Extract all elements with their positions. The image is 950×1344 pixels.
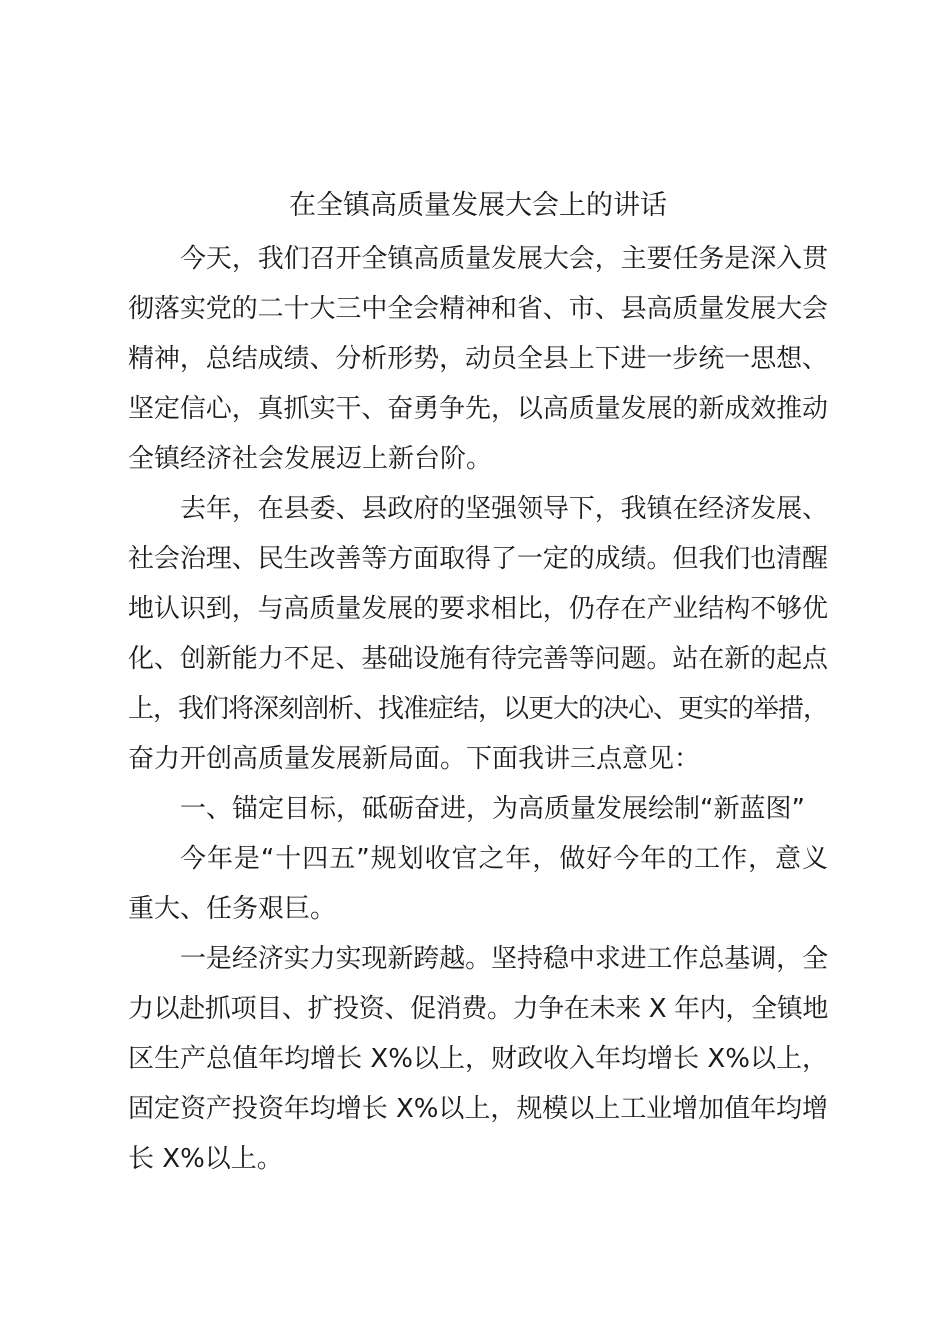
paragraph-line: 一是经济实力实现新跨越。坚持稳中求进工作总基调，全 [180, 944, 828, 974]
paragraph-line: 社会治理、民生改善等方面取得了一定的成绩。但我们也清醒 [128, 544, 828, 574]
section-heading-1 [128, 784, 828, 834]
paragraph-this-year [128, 834, 828, 934]
paragraph-line: 坚定信心，真抓实干、奋勇争先，以高质量发展的新成效推动 [128, 394, 828, 424]
paragraph-line: 今年是“十四五”规划收官之年，做好今年的工作，意义 [180, 844, 828, 874]
paragraph-line: 去年，在县委、县政府的坚强领导下，我镇在经济发展、 [180, 494, 828, 524]
paragraph-line: 重大、任务艰巨。 [128, 894, 337, 924]
paragraph-line: 彻落实党的二十大三中全会精神和省、市、县高质量发展大会 [128, 294, 828, 324]
section-heading-line: 一、锚定目标，砥砺奋进，为高质量发展绘制“新蓝图” [180, 794, 805, 824]
paragraph-last-year [128, 484, 828, 784]
paragraph-opening [128, 234, 828, 484]
paragraph-line: 精神，总结成绩、分析形势，动员全县上下进一步统一思想、 [128, 344, 828, 374]
paragraph-line: 固定资产投资年均增长 X%以上，规模以上工业增加值年均增 [128, 1094, 828, 1124]
paragraph-line: 今天，我们召开全镇高质量发展大会，主要任务是深入贯 [180, 244, 828, 274]
paragraph-line: 上，我们将深刻剖析、找准症结，以更大的决心、更实的举措， [128, 694, 828, 724]
paragraph-line: 化、创新能力不足、基础设施有待完善等问题。站在新的起点 [128, 644, 828, 674]
paragraph-economy [128, 934, 828, 1184]
paragraph-line: 力以赴抓项目、扩投资、促消费。力争在未来 X 年内，全镇地 [128, 994, 828, 1024]
paragraph-line: 长 X%以上。 [128, 1144, 283, 1174]
document-page [128, 184, 828, 1184]
document-title: 在全镇高质量发展大会上的讲话 [289, 190, 667, 221]
paragraph-line: 区生产总值年均增长 X%以上，财政收入年均增长 X%以上， [128, 1044, 828, 1074]
paragraph-line: 奋力开创高质量发展新局面。下面我讲三点意见： [128, 744, 701, 774]
paragraph-line: 地认识到，与高质量发展的要求相比，仍存在产业结构不够优 [128, 594, 828, 624]
paragraph-line: 全镇经济社会发展迈上新台阶。 [128, 444, 493, 474]
